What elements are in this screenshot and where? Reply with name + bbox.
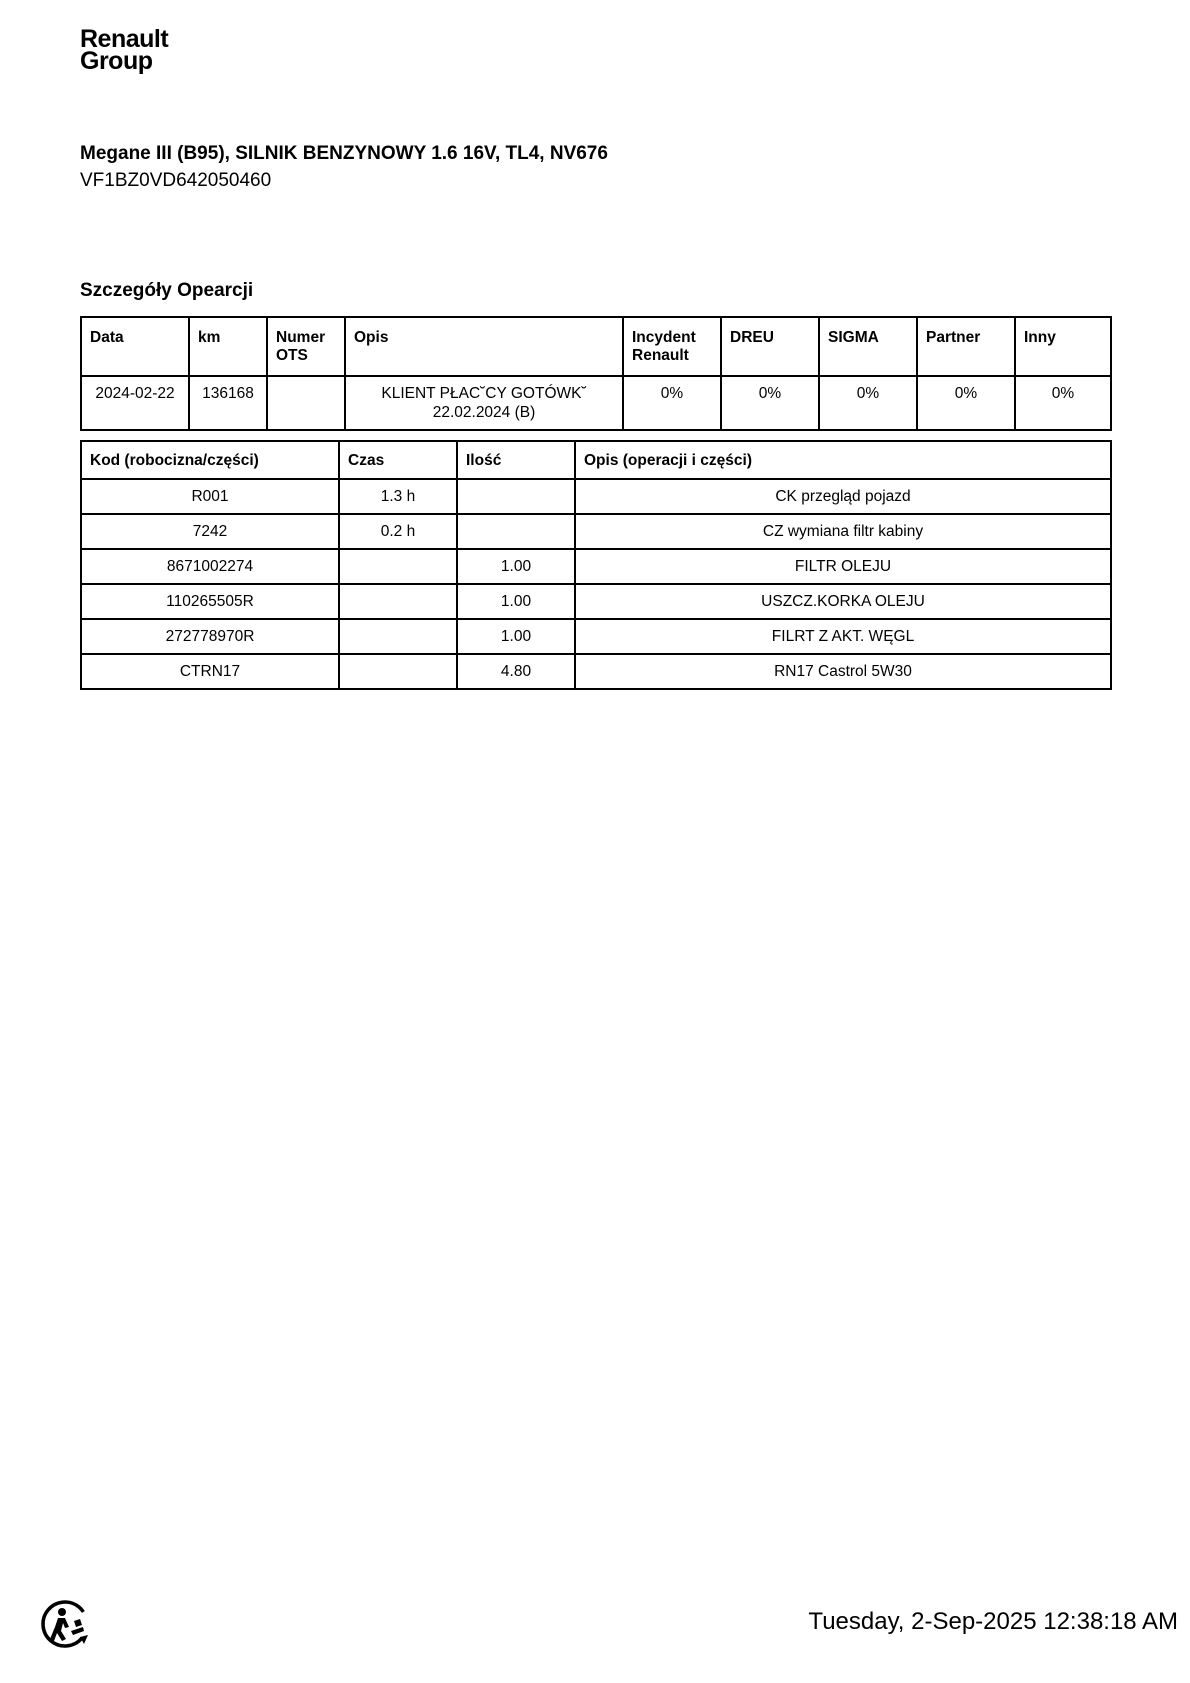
header-sigma: SIGMA	[819, 317, 917, 376]
table-row	[81, 619, 1111, 654]
header-inny: Inny	[1015, 317, 1111, 376]
vehicle-vin: VF1BZ0VD642050460	[80, 170, 272, 191]
cell-partner: 0%	[917, 376, 1015, 430]
cell-ilosc	[457, 514, 575, 549]
cell-kod: 7242	[81, 514, 339, 549]
cell-incydent-renault: 0%	[623, 376, 721, 430]
header-opis: Opis	[345, 317, 623, 376]
print-datetime: Tuesday, 2-Sep-2025 12:38:18 AM	[808, 1608, 1178, 1635]
cell-kod: 8671002274	[81, 549, 339, 584]
cell-dreu: 0%	[721, 376, 819, 430]
cell-opis-operacji: FILRT Z AKT. WĘGL	[575, 619, 1111, 654]
renault-group-logo	[80, 25, 169, 75]
cell-numer-ots	[267, 376, 345, 430]
cell-opis-operacji: CK przegląd pojazd	[575, 479, 1111, 514]
header-partner: Partner	[917, 317, 1015, 376]
header-czas: Czas	[339, 441, 457, 479]
cell-ilosc: 1.00	[457, 619, 575, 654]
cell-czas: 1.3 h	[339, 479, 457, 514]
header-numer-ots: Numer OTS	[267, 317, 345, 376]
vehicle-model: Megane III (B95), SILNIK BENZYNOWY 1.6 16V, TL4, NV676	[80, 143, 608, 164]
operations-header-row	[81, 317, 1111, 376]
operations-table	[80, 316, 1112, 431]
cell-czas: 0.2 h	[339, 514, 457, 549]
table-row	[81, 584, 1111, 619]
cell-data: 2024-02-22	[81, 376, 189, 430]
vehicle-info	[80, 140, 608, 194]
cell-kod: 272778970R	[81, 619, 339, 654]
header-km: km	[189, 317, 267, 376]
table-row	[81, 549, 1111, 584]
recycle-icon	[38, 1597, 92, 1651]
header-opis-operacji: Opis (operacji i części)	[575, 441, 1111, 479]
header-incydent-renault: Incydent Renault	[623, 317, 721, 376]
logo-line-1: Renault	[80, 25, 169, 53]
cell-ilosc: 1.00	[457, 549, 575, 584]
cell-czas	[339, 549, 457, 584]
header-data: Data	[81, 317, 189, 376]
cell-kod: CTRN17	[81, 654, 339, 689]
header-kod: Kod (robocizna/części)	[81, 441, 339, 479]
cell-ilosc: 4.80	[457, 654, 575, 689]
table-row	[81, 479, 1111, 514]
cell-opis-operacji: USZCZ.KORKA OLEJU	[575, 584, 1111, 619]
table-row	[81, 514, 1111, 549]
cell-czas	[339, 584, 457, 619]
cell-czas	[339, 654, 457, 689]
cell-kod: 110265505R	[81, 584, 339, 619]
table-row	[81, 654, 1111, 689]
header-ilosc: Ilość	[457, 441, 575, 479]
cell-kod: R001	[81, 479, 339, 514]
cell-ilosc: 1.00	[457, 584, 575, 619]
cell-opis-operacji: FILTR OLEJU	[575, 549, 1111, 584]
header-dreu: DREU	[721, 317, 819, 376]
cell-opis: KLIENT PŁAC˘CY GOTÓWK˘ 22.02.2024 (B)	[345, 376, 623, 430]
parts-header-row	[81, 441, 1111, 479]
parts-table	[80, 440, 1112, 690]
cell-czas	[339, 619, 457, 654]
cell-opis-operacji: CZ wymiana filtr kabiny	[575, 514, 1111, 549]
logo-line-2: Group	[80, 47, 153, 75]
section-title: Szczegóły Opearcji	[80, 280, 254, 301]
cell-km: 136168	[189, 376, 267, 430]
cell-opis-operacji: RN17 Castrol 5W30	[575, 654, 1111, 689]
operations-data-row	[81, 376, 1111, 430]
cell-sigma: 0%	[819, 376, 917, 430]
cell-ilosc	[457, 479, 575, 514]
cell-inny: 0%	[1015, 376, 1111, 430]
